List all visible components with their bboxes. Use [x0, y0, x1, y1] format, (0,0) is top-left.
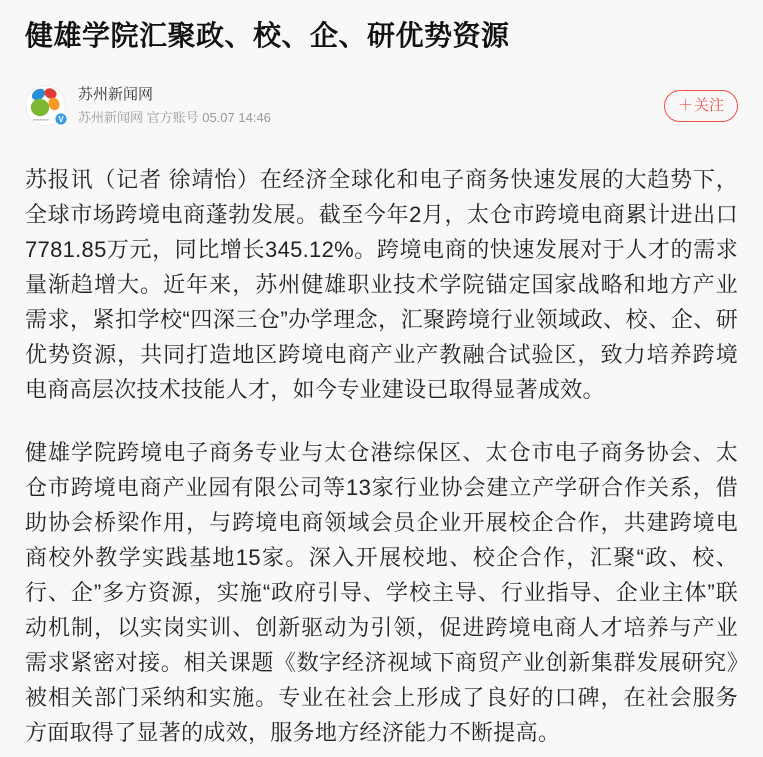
article-body: [25, 162, 738, 750]
svg-text:V: V: [58, 115, 64, 125]
author-row: [25, 85, 738, 126]
plus-icon: ＋: [677, 97, 693, 115]
article-paragraph: 苏报讯（记者 徐靖怡）在经济全球化和电子商务快速发展的大趋势下，全球市场跨境电商蓬勃发展。截至今年2月，太仓市跨境电商累计进出口7781.85万元，同比增长345.12%。跨境电商的快速发展对于人才的需求量渐趋增大。近年来，苏州健雄职业技术学院锚定国家战略和地方产业需求，紧扣学校“四深三仓”办学理念，汇聚跨境行业领域政、校、企、研优势资源，共同打造地区跨境电商产业产教融合试验区，致力培养跨境电商高层次技术技能人才，如今专业建设已取得显著成效。: [25, 167, 738, 403]
publisher-name[interactable]: 苏州新闻网: [78, 86, 154, 104]
follow-button[interactable]: [664, 90, 738, 122]
publish-meta: 苏州新闻网 官方账号 05.07 14:46: [78, 110, 271, 126]
author-info: [78, 86, 271, 126]
verified-badge-icon: [54, 112, 68, 126]
publisher-avatar[interactable]: [25, 85, 66, 126]
article-title: 健雄学院汇聚政、校、企、研优势资源: [25, 20, 510, 51]
article-paragraph: 健雄学院跨境电子商务专业与太仓港综保区、太仓市电子商务协会、太仓市跨境电商产业园有限公司等13家行业协会建立产学研合作关系，借助协会桥梁作用，与跨境电商领域会员企业开展校企合作，共建跨境电商校外教学实践基地15家。深入开展校地、校企合作，汇聚“政、校、行、企”多方资源，实施“政府引导、学校主导、行业指导、企业主体”联动机制，以实岗实训、创新驱动为引领，促进跨境电商人才培养与产业需求紧密对接。相关课题《数字经济视域下商贸产业创新集群发展研究》被相关部门采纳和实施。专业在社会上形成了良好的口碑，在社会服务方面取得了显著的成效，服务地方经济能力不断提高。: [25, 440, 738, 746]
follow-button-label: 关注: [693, 97, 724, 115]
